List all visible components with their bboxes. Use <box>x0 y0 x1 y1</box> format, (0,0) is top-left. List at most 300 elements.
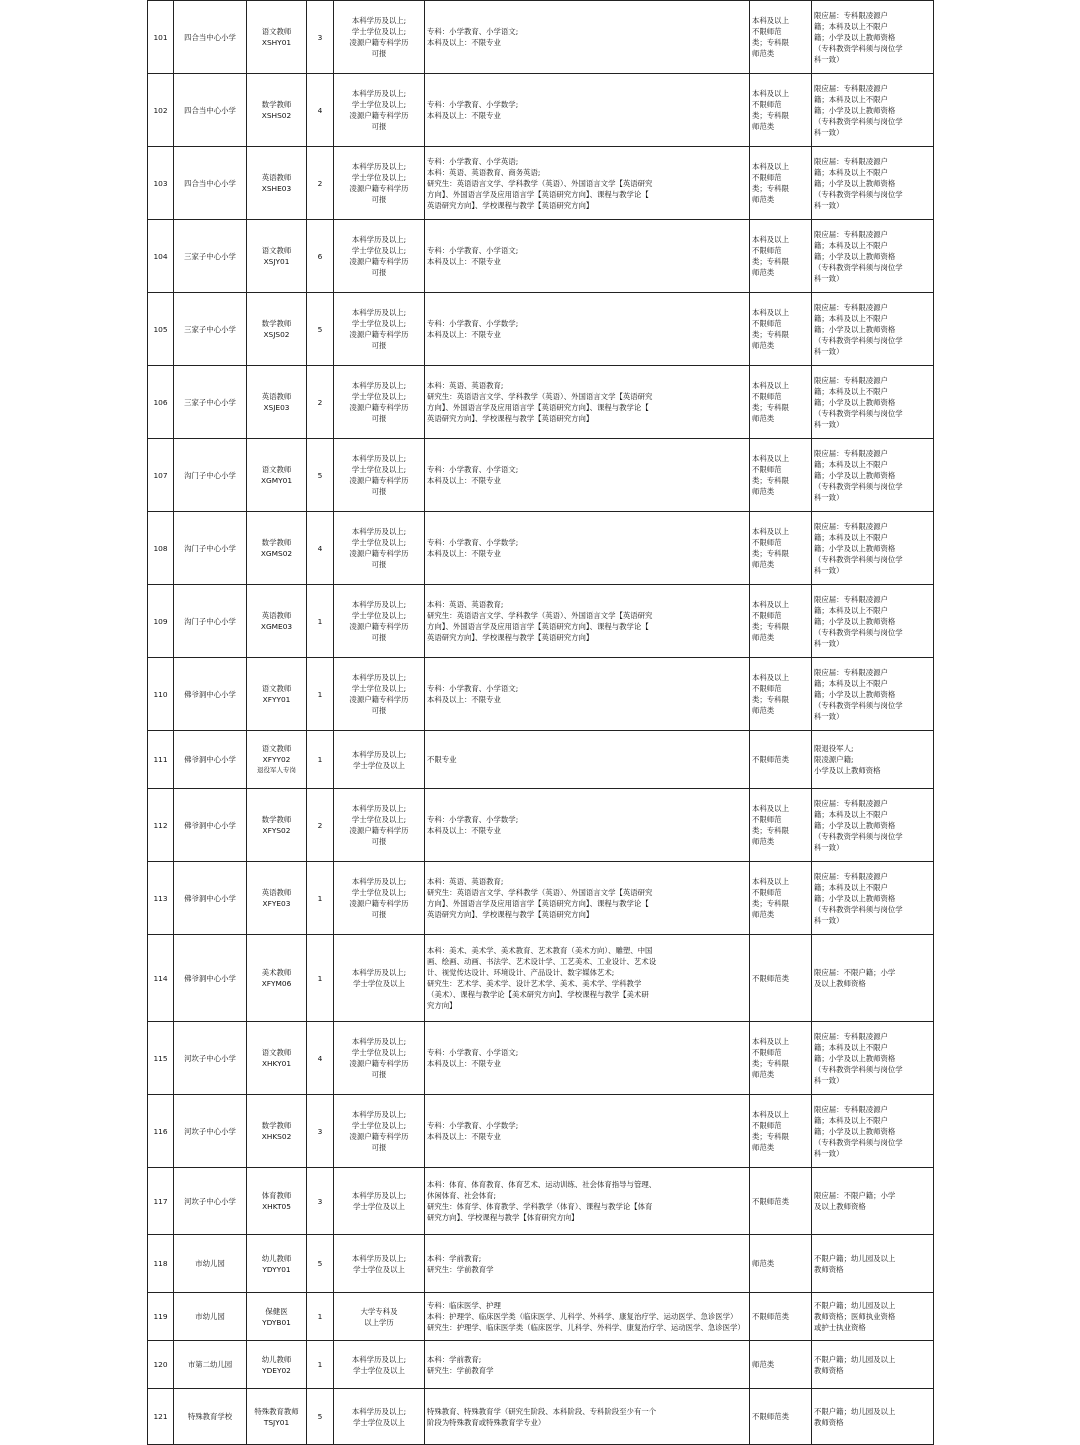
category-line: 师范类 <box>752 1070 775 1079</box>
education-cell <box>334 658 425 731</box>
post-name: 数学教师 <box>261 100 292 109</box>
conditions-line: 籍；本科及以上不限户 <box>814 678 888 688</box>
category-cell <box>750 1235 812 1293</box>
recruitment-table <box>147 0 934 1445</box>
major-cell <box>425 585 750 658</box>
education-line: 凌源户籍专科学历 <box>349 257 409 266</box>
major-line: 方向】、外国语言学及应用语言学【英语研究方向】、课程与教学论【 <box>427 899 649 908</box>
post-code: XSHY01 <box>261 38 292 47</box>
education-line: 学士学位及以上; <box>351 392 407 401</box>
table-row <box>148 293 934 366</box>
conditions-cell <box>812 935 934 1022</box>
conditions-line: 限应届：专科限凌源户 <box>814 448 888 458</box>
major-line: 专科：小学教育、小学数学; <box>427 815 519 824</box>
category-cell <box>750 1293 812 1341</box>
conditions-line: （专科教资学科须与岗位学 <box>814 1064 903 1074</box>
school-cell: 沟门子中心小学 <box>174 512 247 585</box>
category-line: 师范类 <box>752 487 775 496</box>
headcount-cell: 1 <box>307 935 334 1022</box>
education-line: 学士学位及以上 <box>353 1365 405 1375</box>
row-number-cell: 119 <box>148 1293 174 1341</box>
headcount-cell: 2 <box>307 147 334 220</box>
post-cell <box>247 147 307 220</box>
school-cell: 市第二幼儿园 <box>174 1341 247 1389</box>
post-cell <box>247 935 307 1022</box>
conditions-line: （专科教资学科须与岗位学 <box>814 335 903 345</box>
conditions-cell <box>812 74 934 147</box>
conditions-line: 籍；小学及以上教师资格 <box>814 543 896 553</box>
row-number-cell: 102 <box>148 74 174 147</box>
category-line: 本科及以上 <box>752 16 789 25</box>
table-row <box>148 658 934 731</box>
category-cell <box>750 1341 812 1389</box>
education-cell <box>334 1389 425 1445</box>
conditions-line: 限应届：专科限凌源户 <box>814 1031 888 1041</box>
category-line: 师范类 <box>752 1259 775 1268</box>
post-name: 语文教师 <box>261 465 292 474</box>
category-line: 不限师范类 <box>752 1312 789 1321</box>
headcount-cell: 1 <box>307 862 334 935</box>
post-name: 数学教师 <box>261 538 292 547</box>
post-cell <box>247 512 307 585</box>
category-line: 不限师范 <box>752 465 782 474</box>
education-line: 本科学历及以上; <box>351 673 407 682</box>
category-line: 本科及以上 <box>752 527 789 536</box>
post-name: 美术教师 <box>261 968 292 977</box>
education-cell <box>334 862 425 935</box>
post-name: 数学教师 <box>261 815 292 824</box>
category-line: 不限师范 <box>752 27 782 36</box>
category-line: 本科及以上 <box>752 454 789 463</box>
conditions-cell <box>812 1095 934 1168</box>
conditions-line: 籍；小学及以上教师资格 <box>814 820 896 830</box>
conditions-line: 及以上教师资格 <box>814 1202 866 1211</box>
education-cell <box>334 74 425 147</box>
conditions-cell <box>812 512 934 585</box>
education-cell <box>334 1168 425 1235</box>
education-line: 学士学位及以上; <box>351 1121 407 1130</box>
conditions-line: 籍；小学及以上教师资格 <box>814 397 896 407</box>
category-line: 不限师范 <box>752 392 782 401</box>
post-cell <box>247 74 307 147</box>
major-line: 方向】、外国语言学及应用语言学【英语研究方向】、课程与教学论【 <box>427 189 649 199</box>
education-cell <box>334 935 425 1022</box>
post-name: 语文教师 <box>261 744 292 753</box>
education-cell <box>334 220 425 293</box>
post-code: XSJY01 <box>263 257 290 266</box>
conditions-line: 籍；本科及以上不限户 <box>814 21 888 31</box>
major-line: 专科：小学教育、小学数学; <box>427 319 519 328</box>
conditions-line: 不限户籍；幼儿园及以上 <box>814 1301 896 1310</box>
major-line: 本科及以上：不限专业 <box>427 38 501 47</box>
education-line: 凌源户籍专科学历 <box>349 622 409 631</box>
headcount-cell: 1 <box>307 731 334 789</box>
category-line: 师范类 <box>752 633 775 642</box>
conditions-line: 限应届：专科限凌源户 <box>814 10 888 20</box>
conditions-line: 籍；小学及以上教师资格 <box>814 251 896 261</box>
education-cell <box>334 1293 425 1341</box>
education-cell <box>334 585 425 658</box>
conditions-line: 籍；小学及以上教师资格 <box>814 178 896 188</box>
conditions-line: 科一致） <box>814 200 844 210</box>
post-name: 保健医 <box>265 1306 288 1316</box>
major-cell <box>425 935 750 1022</box>
school-cell: 沟门子中心小学 <box>174 439 247 512</box>
school-cell: 市幼儿园 <box>174 1235 247 1293</box>
row-number-cell: 103 <box>148 147 174 220</box>
category-line: 类；专科限 <box>752 403 789 412</box>
school-cell: 佛爷洞中心小学 <box>174 789 247 862</box>
conditions-line: 籍；本科及以上不限户 <box>814 167 888 177</box>
table-row <box>148 1022 934 1095</box>
conditions-line: 科一致） <box>814 842 844 852</box>
conditions-line: 科一致） <box>814 1148 844 1158</box>
major-line: 本科及以上：不限专业 <box>427 549 501 558</box>
education-line: 本科学历及以上; <box>351 527 407 536</box>
school-cell: 佛爷洞中心小学 <box>174 731 247 789</box>
education-line: 本科学历及以上; <box>351 1354 407 1364</box>
post-code: XHKY01 <box>261 1059 292 1068</box>
major-cell <box>425 1168 750 1235</box>
conditions-line: 限应届：专科限凌源户 <box>814 83 888 93</box>
conditions-line: 科一致） <box>814 565 844 575</box>
school-cell: 佛爷洞中心小学 <box>174 658 247 731</box>
education-line: 可报 <box>371 268 387 277</box>
post-name: 语文教师 <box>261 246 292 255</box>
post-cell <box>247 1022 307 1095</box>
school-cell: 沟门子中心小学 <box>174 585 247 658</box>
headcount-cell: 2 <box>307 366 334 439</box>
table-row <box>148 935 934 1022</box>
post-cell <box>247 1341 307 1389</box>
education-line: 学士学位及以上 <box>353 979 405 988</box>
major-line: 专科：小学教育、小学语文; <box>427 27 519 36</box>
conditions-line: （专科教资学科须与岗位学 <box>814 554 903 564</box>
education-line: 凌源户籍专科学历 <box>349 1059 409 1068</box>
conditions-cell <box>812 1 934 74</box>
row-number-cell: 120 <box>148 1341 174 1389</box>
school-cell: 三家子中心小学 <box>174 293 247 366</box>
row-number-cell: 105 <box>148 293 174 366</box>
category-line: 本科及以上 <box>752 600 789 609</box>
major-line: 本科：英语、英语教育; <box>427 877 504 886</box>
conditions-line: 教师资格 <box>814 1264 844 1274</box>
education-line: 凌源户籍专科学历 <box>349 1132 409 1141</box>
conditions-line: 籍；本科及以上不限户 <box>814 605 888 615</box>
major-cell <box>425 1235 750 1293</box>
education-line: 凌源户籍专科学历 <box>349 184 409 193</box>
post-name: 英语教师 <box>261 392 292 401</box>
conditions-cell <box>812 1235 934 1293</box>
school-cell: 佛爷洞中心小学 <box>174 935 247 1022</box>
post-code: XGMS02 <box>260 549 293 558</box>
post-cell <box>247 1235 307 1293</box>
table-row <box>148 1389 934 1445</box>
education-cell <box>334 293 425 366</box>
post-cell <box>247 293 307 366</box>
education-cell <box>334 147 425 220</box>
major-line: 本科：美术、美术学、美术教育、艺术教育（美术方向）、雕塑、中国 <box>427 946 653 955</box>
education-line: 学士学位及以上; <box>351 611 407 620</box>
row-number-cell: 115 <box>148 1022 174 1095</box>
headcount-cell: 1 <box>307 1341 334 1389</box>
education-line: 可报 <box>371 706 387 715</box>
conditions-line: 籍；小学及以上教师资格 <box>814 470 896 480</box>
major-cell <box>425 512 750 585</box>
table-row <box>148 512 934 585</box>
post-code: XHKT05 <box>262 1202 291 1211</box>
conditions-line: 籍；本科及以上不限户 <box>814 882 888 892</box>
education-line: 可报 <box>371 837 387 846</box>
conditions-line: 不限户籍；幼儿园及以上 <box>814 1253 896 1263</box>
major-line: 本科及以上：不限专业 <box>427 476 501 485</box>
school-cell: 市幼儿园 <box>174 1293 247 1341</box>
conditions-line: 籍；本科及以上不限户 <box>814 459 888 469</box>
major-line: 专科：小学教育、小学语文; <box>427 465 519 474</box>
school-cell: 河坎子中心小学 <box>174 1168 247 1235</box>
education-line: 本科学历及以上; <box>351 454 407 463</box>
major-cell <box>425 439 750 512</box>
major-line: 本科及以上：不限专业 <box>427 695 501 704</box>
education-line: 可报 <box>371 1143 387 1152</box>
education-line: 学士学位及以上; <box>351 319 407 328</box>
major-line: 休闲体育、社会体育; <box>427 1191 497 1200</box>
education-line: 本科学历及以上; <box>351 235 407 244</box>
school-cell: 四合当中心小学 <box>174 74 247 147</box>
post-name: 特殊教育教师 <box>254 1406 299 1416</box>
major-line: 研究方向】、学校课程与教学【体育研究方向】 <box>427 1213 579 1222</box>
table-row <box>148 439 934 512</box>
education-line: 本科学历及以上; <box>351 804 407 813</box>
conditions-line: 籍；小学及以上教师资格 <box>814 893 896 903</box>
conditions-line: 科一致） <box>814 127 844 137</box>
major-line: 本科：学前教育; <box>427 1354 482 1364</box>
headcount-cell: 4 <box>307 74 334 147</box>
row-number-cell: 107 <box>148 439 174 512</box>
school-cell: 特殊教育学校 <box>174 1389 247 1445</box>
education-line: 本科学历及以上; <box>351 16 407 25</box>
conditions-line: （专科教资学科须与岗位学 <box>814 627 903 637</box>
conditions-line: 科一致） <box>814 346 844 356</box>
post-name: 英语教师 <box>261 173 292 182</box>
headcount-cell: 2 <box>307 789 334 862</box>
conditions-line: 限应届：专科限凌源户 <box>814 229 888 239</box>
category-cell <box>750 439 812 512</box>
post-code: YDEY02 <box>262 1365 291 1375</box>
category-line: 师范类 <box>752 122 775 131</box>
school-cell: 四合当中心小学 <box>174 147 247 220</box>
category-line: 不限师范 <box>752 319 782 328</box>
post-code: XFYM06 <box>261 979 292 988</box>
major-cell <box>425 74 750 147</box>
post-cell <box>247 1389 307 1445</box>
conditions-cell <box>812 439 934 512</box>
education-cell <box>334 1 425 74</box>
education-line: 本科学历及以上; <box>351 749 407 759</box>
table-body <box>148 1 934 1445</box>
education-line: 本科学历及以上; <box>351 600 407 609</box>
row-number-cell: 104 <box>148 220 174 293</box>
conditions-line: 教师资格 <box>814 1365 844 1375</box>
major-line: 本科：体育、体育教育、体育艺术、运动训练、社会体育指导与管理、 <box>427 1180 657 1189</box>
post-cell <box>247 439 307 512</box>
category-line: 师范类 <box>752 1360 775 1369</box>
education-line: 可报 <box>371 122 387 131</box>
category-line: 师范类 <box>752 195 775 204</box>
major-line: 计、视觉传达设计、环境设计、产品设计、数字媒体艺术; <box>427 968 615 977</box>
row-number-cell: 116 <box>148 1095 174 1168</box>
post-name: 幼儿教师 <box>261 1253 292 1263</box>
major-cell <box>425 147 750 220</box>
education-cell <box>334 1235 425 1293</box>
conditions-line: 籍；本科及以上不限户 <box>814 240 888 250</box>
conditions-line: 科一致） <box>814 492 844 502</box>
category-cell <box>750 74 812 147</box>
major-cell <box>425 862 750 935</box>
conditions-line: （专科教资学科须与岗位学 <box>814 189 903 199</box>
major-cell <box>425 220 750 293</box>
major-cell <box>425 1095 750 1168</box>
education-line: 学士学位及以上; <box>351 888 407 897</box>
post-code: XSJS02 <box>263 330 290 339</box>
major-line: 究方向】 <box>427 1001 457 1010</box>
education-line: 学士学位及以上 <box>353 760 405 770</box>
category-line: 师范类 <box>752 560 775 569</box>
major-line: 研究生：护理学、临床医学类（临床医学、儿科学、外科学、康复治疗学、运动医学、急诊医学） <box>427 1323 745 1332</box>
headcount-cell: 1 <box>307 585 334 658</box>
education-line: 本科学历及以上; <box>351 1406 407 1416</box>
category-cell <box>750 862 812 935</box>
category-line: 师范类 <box>752 341 775 350</box>
conditions-line: 限凌源户籍; <box>814 755 854 764</box>
post-cell <box>247 1168 307 1235</box>
category-cell <box>750 147 812 220</box>
education-line: 学士学位及以上 <box>353 1202 405 1211</box>
major-line: 专科：小学教育、小学语文; <box>427 246 519 255</box>
post-cell <box>247 1293 307 1341</box>
major-line: 专科：小学教育、小学语文; <box>427 684 519 693</box>
post-cell <box>247 1 307 74</box>
post-cell <box>247 1095 307 1168</box>
post-cell <box>247 658 307 731</box>
major-line: 本科及以上：不限专业 <box>427 111 501 120</box>
major-cell <box>425 1022 750 1095</box>
row-number-cell: 106 <box>148 366 174 439</box>
category-line: 不限师范 <box>752 538 782 547</box>
conditions-line: 籍；小学及以上教师资格 <box>814 1053 896 1063</box>
headcount-cell: 1 <box>307 658 334 731</box>
conditions-line: 科一致） <box>814 915 844 925</box>
school-cell: 河坎子中心小学 <box>174 1022 247 1095</box>
category-line: 师范类 <box>752 837 775 846</box>
post-name: 语文教师 <box>261 27 292 36</box>
table-row <box>148 1293 934 1341</box>
table-row <box>148 731 934 789</box>
conditions-line: 限应届：专科限凌源户 <box>814 1104 888 1114</box>
major-cell <box>425 366 750 439</box>
education-line: 本科学历及以上; <box>351 1110 407 1119</box>
conditions-line: 限应届：不限户籍；小学 <box>814 968 896 977</box>
headcount-cell: 3 <box>307 1 334 74</box>
education-line: 可报 <box>371 910 387 919</box>
conditions-line: 籍；本科及以上不限户 <box>814 809 888 819</box>
category-line: 师范类 <box>752 910 775 919</box>
education-line: 本科学历及以上; <box>351 89 407 98</box>
category-line: 不限师范类 <box>752 973 789 983</box>
headcount-cell: 3 <box>307 1095 334 1168</box>
education-cell <box>334 366 425 439</box>
category-line: 本科及以上 <box>752 308 789 317</box>
conditions-line: （专科教资学科须与岗位学 <box>814 904 903 914</box>
category-line: 不限师范 <box>752 815 782 824</box>
education-cell <box>334 1095 425 1168</box>
education-line: 可报 <box>371 560 387 569</box>
conditions-line: 籍；本科及以上不限户 <box>814 94 888 104</box>
major-cell <box>425 1389 750 1445</box>
major-line: 本科：学前教育; <box>427 1253 482 1263</box>
education-line: 本科学历及以上; <box>351 1037 407 1046</box>
post-code: XSHE03 <box>261 184 292 193</box>
major-line: 本科及以上：不限专业 <box>427 1059 501 1068</box>
education-cell <box>334 789 425 862</box>
conditions-line: 籍；小学及以上教师资格 <box>814 32 896 42</box>
post-name: 数学教师 <box>261 1121 292 1130</box>
conditions-cell <box>812 293 934 366</box>
major-line: 本科：英语、英语教育、商务英语; <box>427 167 541 177</box>
table-row <box>148 1 934 74</box>
category-line: 类；专科限 <box>752 1132 789 1141</box>
conditions-line: 及以上教师资格 <box>814 979 866 988</box>
major-cell <box>425 1341 750 1389</box>
major-line: 本科：英语、英语教育; <box>427 600 504 609</box>
category-cell <box>750 366 812 439</box>
major-line: 阶段为特殊教育或特殊教育学专业） <box>427 1417 546 1427</box>
education-line: 学士学位及以上; <box>351 465 407 474</box>
major-line: 本科及以上：不限专业 <box>427 257 501 266</box>
conditions-cell <box>812 585 934 658</box>
category-line: 不限师范类 <box>752 1412 789 1421</box>
education-line: 凌源户籍专科学历 <box>349 111 409 120</box>
post-cell <box>247 220 307 293</box>
row-number-cell: 108 <box>148 512 174 585</box>
category-line: 类；专科限 <box>752 184 789 193</box>
category-cell <box>750 789 812 862</box>
conditions-line: 限退役军人; <box>814 744 854 753</box>
category-line: 类；专科限 <box>752 826 789 835</box>
major-cell <box>425 658 750 731</box>
category-cell <box>750 585 812 658</box>
conditions-cell <box>812 862 934 935</box>
major-line: 研究生：英语语言文学、学科教学（英语）、外国语言文学【英语研究 <box>427 888 653 897</box>
education-line: 凌源户籍专科学历 <box>349 695 409 704</box>
category-line: 不限师范 <box>752 173 782 182</box>
category-cell <box>750 293 812 366</box>
conditions-line: （专科教资学科须与岗位学 <box>814 43 903 53</box>
category-line: 本科及以上 <box>752 673 789 682</box>
table-row <box>148 1341 934 1389</box>
conditions-line: 不限户籍；幼儿园及以上 <box>814 1354 896 1364</box>
conditions-line: 籍；小学及以上教师资格 <box>814 324 896 334</box>
major-line: 研究生：英语语言文学、学科教学（英语）、外国语言文学【英语研究 <box>427 611 653 620</box>
category-line: 类；专科限 <box>752 111 789 120</box>
conditions-line: （专科教资学科须与岗位学 <box>814 116 903 126</box>
conditions-line: （专科教资学科须与岗位学 <box>814 408 903 418</box>
category-line: 本科及以上 <box>752 877 789 886</box>
category-line: 不限师范 <box>752 100 782 109</box>
major-cell <box>425 1293 750 1341</box>
category-line: 本科及以上 <box>752 89 789 98</box>
education-cell <box>334 512 425 585</box>
